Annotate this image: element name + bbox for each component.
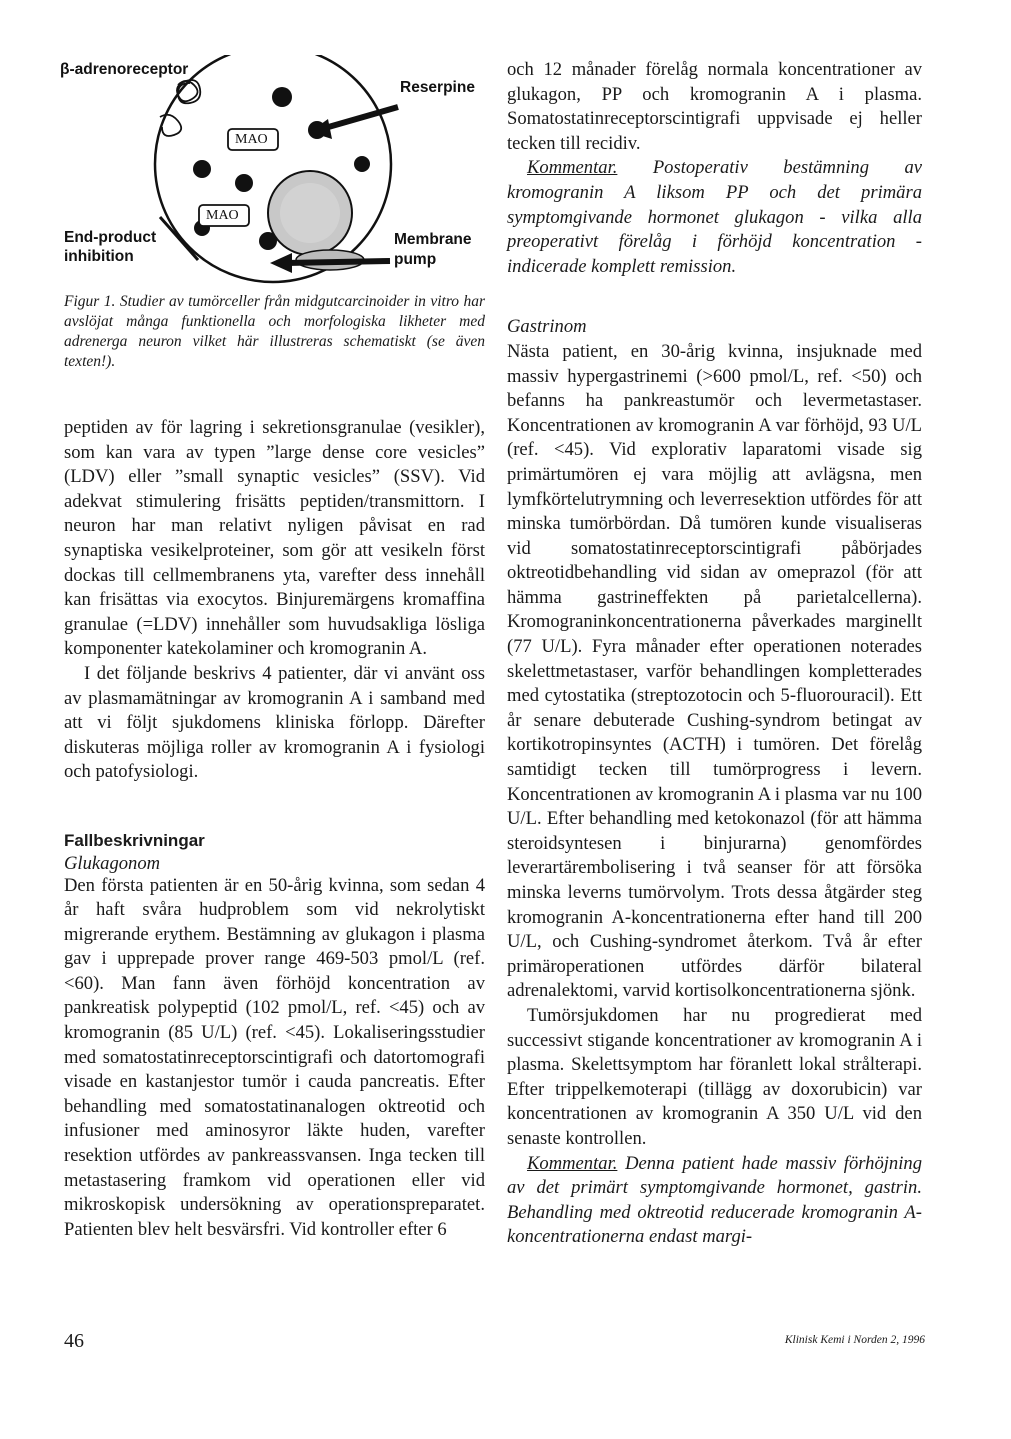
- label-pump: pump: [394, 251, 437, 268]
- comment-paragraph: [507, 156, 922, 279]
- comment-label: Kommentar.: [527, 1152, 618, 1174]
- comment-label: Kommentar.: [527, 157, 618, 179]
- paragraph: Den första patienten är en 50-årig kvinna, som sedan 4 år haft svåra hudproblem som vid nekrolytiskt migrerande erythem. Bestämning av glukagon i plasma gav i upprepade prover range 469-503 pmol/L (ref. <60). Man fann även förhöjd koncentration av pankreatisk polypeptid (102 pmol/L, ref. <45) och av kromogranin (85 U/L) (ref. <45). Lokaliseringsstudier med somatostatinreceptorscintigrafi och datortomografi visade en kastanjestor tumör i cauda pancreatis. Efter behandling med somatostatinanalogen oktreotid och infusioner med aminosyror läkte huden, varefter resektion utfördes av pankreassvansen. Inga tecken till metastasering framkom vid operationen eller vid mikroskopisk undersökning av operationspreparatet. Patienten blev helt besvärsfri. Vid kontroller efter 6: [64, 874, 485, 1240]
- label-membrane: Membrane: [394, 231, 472, 248]
- right-column: [507, 58, 922, 1250]
- comment-text: Denna patient hade massiv förhöjning av det primärt symptomgivande hormonet, gastrin. Behandling med oktreotid reducerade kromogranin A-koncentrationerna endast margi-: [507, 1152, 922, 1248]
- section-heading: Fallbeskrivningar: [64, 830, 205, 850]
- dense-vesicle: [272, 87, 292, 107]
- label-reserpine: Reserpine: [400, 79, 475, 96]
- left-column: [64, 416, 485, 1242]
- paragraph: Nästa patient, en 30-årig kvinna, insjuknade med massiv hypergastrinemi (>600 pmol/L, ref. <50) och befanns ha pankreastumör och levermetastaser. Koncentrationen av kromogranin A var förhöjd, 93 U/L (ref. <45). Vid explorativ laparatomi visade sig primärtumören ej vara möjlig att avlägsna, men lymfkörtelutrymning och leverresektion utfördes för att minska tumörbördan. Då tumören kunde visualiseras vid somatostatinreceptorscintigrafi påbörjades oktreotidbehandling vid sidan av omeprazol (för att hämma gastrineffekten på parietalcellerna). Kromograninkoncentrationerna påverkades marginellt (77 U/L). Fyra månader efter operationen noterades skelettmetastaser, varför behandlingen kompletterades med cytostatika (streptozotocin och 5-fluorouracil). Ett år senare debuterade Cushing-syndrom betingat av kortikotropinsyntes (ACTH) i tumören. Det förelåg samtidigt tecken till tumörprogress i levern. Koncentrationen av kromogranin A i plasma var nu 100 U/L. Efter behandling med ketokonazol (för att hämma steroidsyntesen i binjurarna) genomfördes leverartärembolisering i två seanser för att försöka minska leverns tumörvolym. Trots dessa åtgärder steg kromogranin A-koncentrationerna efter hand till 200 U/L, och Cushing-syndromet återkom. Två år efter primäroperationen utfördes därför bilateral adrenalektomi, varvid kortisolkoncentrationerna sjönk.: [507, 340, 922, 1002]
- pump-arrow: [286, 261, 390, 263]
- paragraph: Tumörsjukdomen har nu progredierat med successivt stigande koncentrationer av kromogranin A i plasma. Skelettsymptom har föranlett lokal strålterapi. Efter trippelkemoterapi (tillägg av doxorubicin) var koncentrationen av kromogranin A 350 U/L vid den senaste kontrollen.: [507, 1004, 922, 1149]
- subheading: Gastrinom: [507, 316, 587, 338]
- figure-1: [60, 55, 490, 285]
- comment-text: Postoperativ bestämning av kromogranin A liksom PP och det primära symptomgivande hormonet glukagon - vilka alla preoperativt förelåg i förhöjd koncentration - indicerade komplett remission.: [507, 157, 922, 277]
- label-mao-bottom: MAO: [206, 208, 239, 223]
- dense-vesicle: [235, 174, 253, 192]
- figure-caption: Figur 1. Studier av tumörceller från midgutcarcinoider in vitro har avslöjat många funktionella och morfologiska likheter med adrenerga neuron vilket här illustreras schematiskt (se även texten!).: [64, 293, 485, 370]
- label-beta-adrenoreceptor: β-adrenoreceptor: [60, 61, 189, 78]
- paragraph: och 12 månader förelåg normala koncentrationer av glukagon, PP och kromogranin A i plasma. Somatostatinreceptorscintigrafi uppvisade ej heller tecken till recidiv.: [507, 59, 922, 154]
- dense-vesicle: [354, 156, 370, 172]
- label-mao-top: MAO: [235, 132, 268, 147]
- label-inhibition: inhibition: [64, 248, 134, 265]
- paragraph: I det följande beskrivs 4 patienter, där vi använt oss av plasmamätningar av kromogranin A i samband med att vi följt sjukdomens kliniska förlopp. Därefter diskuteras möjliga roller av kromogranin A i fysiologi och patofysiologi.: [64, 662, 485, 783]
- comment-paragraph: [507, 1152, 922, 1250]
- page-number: 46: [64, 1330, 84, 1352]
- journal-reference: Klinisk Kemi i Norden 2, 1996: [784, 1334, 925, 1346]
- subheading: Glukagonom: [64, 852, 161, 874]
- label-end-product: End-product: [64, 229, 157, 246]
- dense-vesicle: [193, 160, 211, 178]
- paragraph: peptiden av för lagring i sekretionsgranulae (vesikler), som kan vara av typen ”large dense core vesicles” (LDV) eller ”small synaptic vesicles” (SSV). Vid adekvat stimulering frisätts peptiden/transmittorn. I neuron har man relativt nyligen påvisat en rad synaptiska vesikelproteiner, som gör att vesikeln först dockas till cellmembranens yta, varefter dess innehåll kan frisättas via exocytos. Binjuremärgens kromaffina granulae (=LDV) innehåller som huvudsakliga lösliga komponenter katekolaminer och kromogranin A.: [64, 417, 485, 660]
- dense-vesicle: [259, 232, 277, 250]
